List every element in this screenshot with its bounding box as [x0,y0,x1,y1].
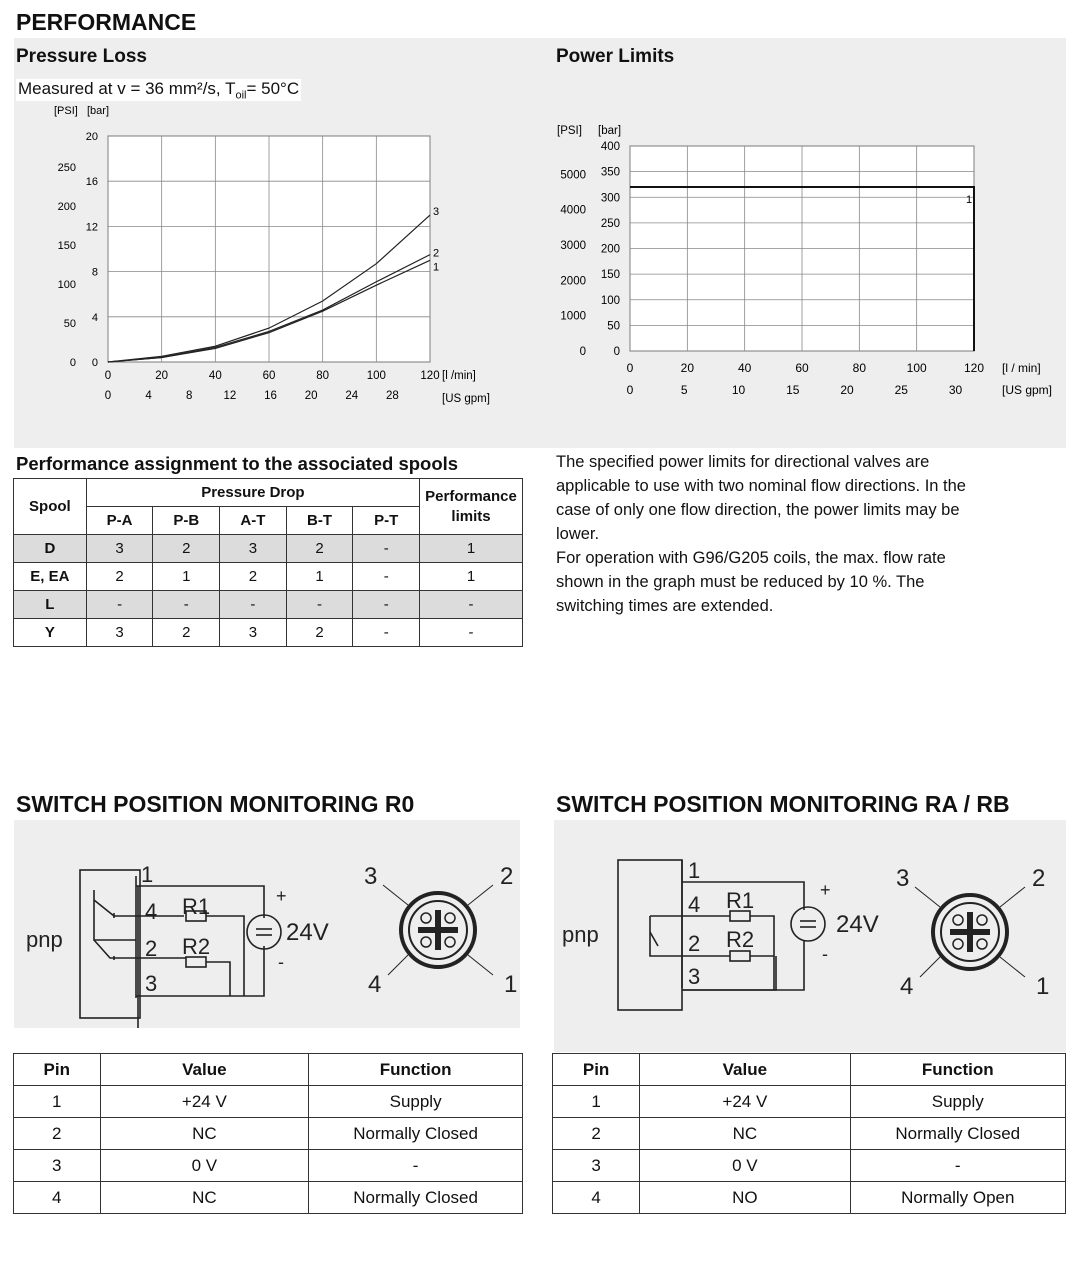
y-tick-bar: 200 [600,243,620,256]
x-tick-lmin: 100 [906,361,927,375]
series-label-3: 3 [433,206,440,219]
pin-label-1: 1 [141,862,154,887]
table-cell: - [420,619,523,647]
plus-label: + [820,880,831,900]
y-tick-bar: 100 [600,294,620,307]
note-line: The specified power limits for directional valves are [556,453,930,471]
y-label-psi: [PSI] [54,105,78,117]
table-cell: NC [100,1118,309,1150]
table-cell: - [420,591,523,619]
connector-pin [445,937,455,947]
spool-assignment-table [13,478,523,647]
table-cell: 0 V [640,1150,850,1182]
x-label-lmin: [l / min] [1002,361,1041,375]
table-row [553,1150,1066,1182]
header-function: Function [850,1054,1065,1086]
y-tick-psi: 2000 [560,275,586,288]
minus-label: - [822,944,828,964]
conn-pin-3: 3 [364,863,378,890]
y-label-bar: [bar] [598,125,622,137]
note-line: case of only one flow direction, the power limits may be [556,501,960,519]
table-cell: 2 [153,619,220,647]
table-cell: - [353,591,420,619]
pressure-loss-title: Pressure Loss [16,46,147,67]
leader [388,955,408,975]
voltage-label: 24V [286,919,329,946]
page-title: PERFORMANCE [16,9,197,35]
leader [468,885,493,905]
x-tick-lmin: 20 [155,370,169,382]
conn-pin-1: 1 [1036,973,1050,1000]
table-cell: NC [100,1182,309,1214]
table-cell: Supply [309,1086,523,1118]
header-value: Value [100,1054,309,1086]
pin-label-2: 2 [688,931,701,956]
header-a-t: A-T [220,507,287,535]
table-cell: - [353,563,420,591]
table-cell: 4 [553,1182,640,1214]
contact [94,900,114,916]
y-tick-psi: 4000 [560,204,586,217]
header-p-a: P-A [86,507,153,535]
table-cell: Normally Closed [850,1118,1065,1150]
table-cell: 3 [220,619,287,647]
x-tick-gpm: 16 [264,390,277,402]
minus-label: - [278,952,284,972]
table-cell: - [850,1150,1065,1182]
y-tick-bar: 12 [85,221,98,234]
pin-label-4: 4 [688,892,701,917]
x-tick-gpm: 20 [840,383,854,397]
table-cell: 2 [153,535,220,563]
y-tick-psi: 200 [57,201,76,214]
table-cell: Normally Closed [309,1182,523,1214]
voltage-source [791,907,825,941]
power-limits-notes [556,450,1066,618]
pnp-label: pnp [562,922,599,947]
table-row [14,535,523,563]
table-cell: E, EA [14,563,87,591]
pressure-loss-chart [14,100,504,410]
table-cell: Normally Closed [309,1118,523,1150]
rarb-wiring-diagram [554,820,1066,1028]
power-limits-chart [554,120,1064,405]
x-tick-lmin: 60 [262,370,276,382]
leader [920,957,940,977]
r0-wiring-diagram [14,820,520,1028]
contact [650,932,658,946]
y-tick-bar: 50 [607,320,620,333]
x-tick-gpm: 8 [186,390,193,402]
table-cell: 3 [86,535,153,563]
table-cell: 3 [220,535,287,563]
table-row [553,1086,1066,1118]
y-tick-psi: 250 [57,162,76,175]
r1-label: R1 [726,888,755,913]
table-cell: 1 [553,1086,640,1118]
table-cell: 3 [14,1150,101,1182]
x-tick-lmin: 40 [737,361,752,375]
x-tick-gpm: 12 [223,390,237,402]
x-tick-lmin: 20 [680,361,695,375]
note-line: shown in the graph must be reduced by 10 %. The [556,573,925,591]
table-row [14,1118,523,1150]
rarb-pin-table [552,1053,1066,1214]
x-tick-lmin: 60 [795,361,809,375]
leader [915,887,940,907]
table-cell: NO [640,1182,850,1214]
note-line: lower. [556,525,600,543]
x-tick-lmin: 100 [366,370,386,382]
table-cell: 2 [553,1118,640,1150]
x-tick-gpm: 25 [894,383,908,397]
table-cell: 2 [86,563,153,591]
table-row [14,1086,523,1118]
voltage-label: 24V [836,911,879,938]
x-tick-gpm: 0 [104,390,112,402]
table-row [553,1118,1066,1150]
y-tick-bar: 8 [91,266,98,279]
table-cell: +24 V [100,1086,309,1118]
header-spool: Spool [14,479,87,535]
table-cell: - [309,1150,523,1182]
x-tick-gpm: 28 [385,390,399,402]
x-tick-gpm: 24 [345,390,359,402]
r0-title: SWITCH POSITION MONITORING R0 [16,791,415,817]
conn-pin-3: 3 [896,865,910,892]
table-cell: Normally Open [850,1182,1065,1214]
table-row [14,563,523,591]
connector-pin [421,913,431,923]
connector-pin [953,915,963,925]
pnp-label: pnp [26,927,63,952]
x-tick-gpm: 5 [680,383,688,397]
y-tick-bar: 350 [600,166,620,179]
x-label-gpm: [US gpm] [442,393,490,405]
conn-pin-1: 1 [504,971,518,998]
connector-pin [421,937,431,947]
header-performance-limits: Performance limits [420,479,523,535]
y-tick-psi: 5000 [560,169,586,182]
y-tick-bar: 150 [600,269,620,282]
leader [1000,957,1025,977]
note-line: For operation with G96/G205 coils, the max. flow rate [556,549,946,567]
y-tick-bar: 300 [600,192,620,205]
y-tick-psi: 1000 [560,310,586,323]
header-pin: Pin [553,1054,640,1086]
x-label-lmin: [l /min] [442,370,476,382]
y-tick-psi: 50 [63,318,76,331]
leader [468,955,493,975]
conn-pin-2: 2 [1032,865,1046,892]
table-cell: 1 [286,563,353,591]
r1-label: R1 [182,894,211,919]
table-row [14,591,523,619]
connector-pin [977,915,987,925]
table-row [553,1182,1066,1214]
r2-label: R2 [182,934,211,959]
header-p-b: P-B [153,507,220,535]
x-tick-gpm: 10 [731,383,746,397]
table-row [14,1182,523,1214]
table-cell: 1 [420,563,523,591]
r0-pin-table [13,1053,523,1214]
table-cell: 0 V [100,1150,309,1182]
y-tick-bar: 20 [85,131,98,143]
table-cell: 2 [220,563,287,591]
table-cell: NC [640,1118,850,1150]
resistor-r2 [730,951,750,961]
plus-label: + [276,886,287,906]
x-tick-lmin: 80 [316,370,330,382]
table-cell: 3 [553,1150,640,1182]
voltage-source [247,915,281,949]
header-value: Value [640,1054,850,1086]
header-b-t: B-T [286,507,353,535]
note-line: applicable to use with two nominal flow directions. In the [556,477,966,495]
series-label-2: 2 [433,247,440,260]
y-tick-psi: 0 [579,346,586,358]
table-cell: 2 [286,619,353,647]
table-cell: 1 [14,1086,101,1118]
table-row [14,619,523,647]
y-tick-bar: 0 [91,357,98,369]
pin-label-3: 3 [145,971,158,996]
table-cell: - [286,591,353,619]
y-tick-bar: 4 [91,311,98,324]
x-tick-lmin: 0 [104,370,112,382]
leader [1000,887,1025,907]
connector-pin [445,913,455,923]
y-tick-psi: 3000 [560,239,586,252]
header-pin: Pin [14,1054,101,1086]
pin-label-1: 1 [688,858,701,883]
power-limits-title: Power Limits [556,46,675,67]
series-label-1: 1 [433,261,440,274]
header-function: Function [309,1054,523,1086]
pin-label-4: 4 [145,899,158,924]
rarb-title: SWITCH POSITION MONITORING RA / RB [556,791,1010,817]
table-cell: 2 [286,535,353,563]
pin-label-2: 2 [145,936,158,961]
r2-label: R2 [726,927,755,952]
sensor-box [80,870,140,1018]
table-row [14,1150,523,1182]
table-cell: 4 [14,1182,101,1214]
conn-pin-4: 4 [900,973,914,1000]
header-pressure-drop: Pressure Drop [86,479,419,507]
leader [383,885,408,905]
measured-condition: Measured at v = 36 mm²/s, $T_{oil}= 50^\circ C$ [18,79,300,102]
wire [94,890,136,940]
table-cell: 2 [14,1118,101,1150]
connector-pin [953,939,963,949]
conn-pin-2: 2 [500,863,514,890]
y-tick-bar: 16 [85,176,98,189]
y-tick-psi: 100 [57,279,76,292]
y-tick-bar: 250 [600,217,620,230]
series-label-1: 1 [966,194,973,206]
header-p-t: P-T [353,507,420,535]
x-tick-lmin: 0 [626,361,634,375]
table-cell: +24 V [640,1086,850,1118]
pin-label-3: 3 [688,964,701,989]
x-tick-gpm: 20 [304,390,318,402]
conn-pin-4: 4 [368,971,382,998]
y-tick-psi: 0 [69,357,76,369]
table-cell: - [353,535,420,563]
x-tick-lmin: 80 [852,361,867,375]
table-cell: L [14,591,87,619]
y-label-bar: [bar] [87,105,110,117]
note-line: switching times are extended. [556,597,774,615]
table-cell: - [220,591,287,619]
table-cell: Supply [850,1086,1065,1118]
x-tick-lmin: 40 [208,370,222,382]
table-cell: 1 [153,563,220,591]
connector-pin [977,939,987,949]
assignment-title: Performance assignment to the associated spools [16,453,459,474]
y-tick-bar: 0 [613,346,620,358]
wire [206,962,230,996]
x-label-gpm: [US gpm] [1002,383,1053,397]
x-tick-lmin: 120 [420,370,440,382]
wire [650,916,682,956]
table-cell: - [153,591,220,619]
x-tick-gpm: 0 [626,383,634,397]
table-cell: - [86,591,153,619]
wire [206,916,244,996]
table-cell: - [353,619,420,647]
y-tick-psi: 150 [57,240,76,253]
x-tick-gpm: 30 [948,383,963,397]
x-tick-lmin: 120 [963,361,985,375]
table-cell: D [14,535,87,563]
table-cell: Y [14,619,87,647]
table-cell: 3 [86,619,153,647]
y-label-psi: [PSI] [557,125,582,137]
y-tick-bar: 400 [600,141,620,153]
x-tick-gpm: 4 [145,390,152,402]
contact [94,940,136,958]
table-cell: 1 [420,535,523,563]
x-tick-gpm: 15 [786,383,800,397]
